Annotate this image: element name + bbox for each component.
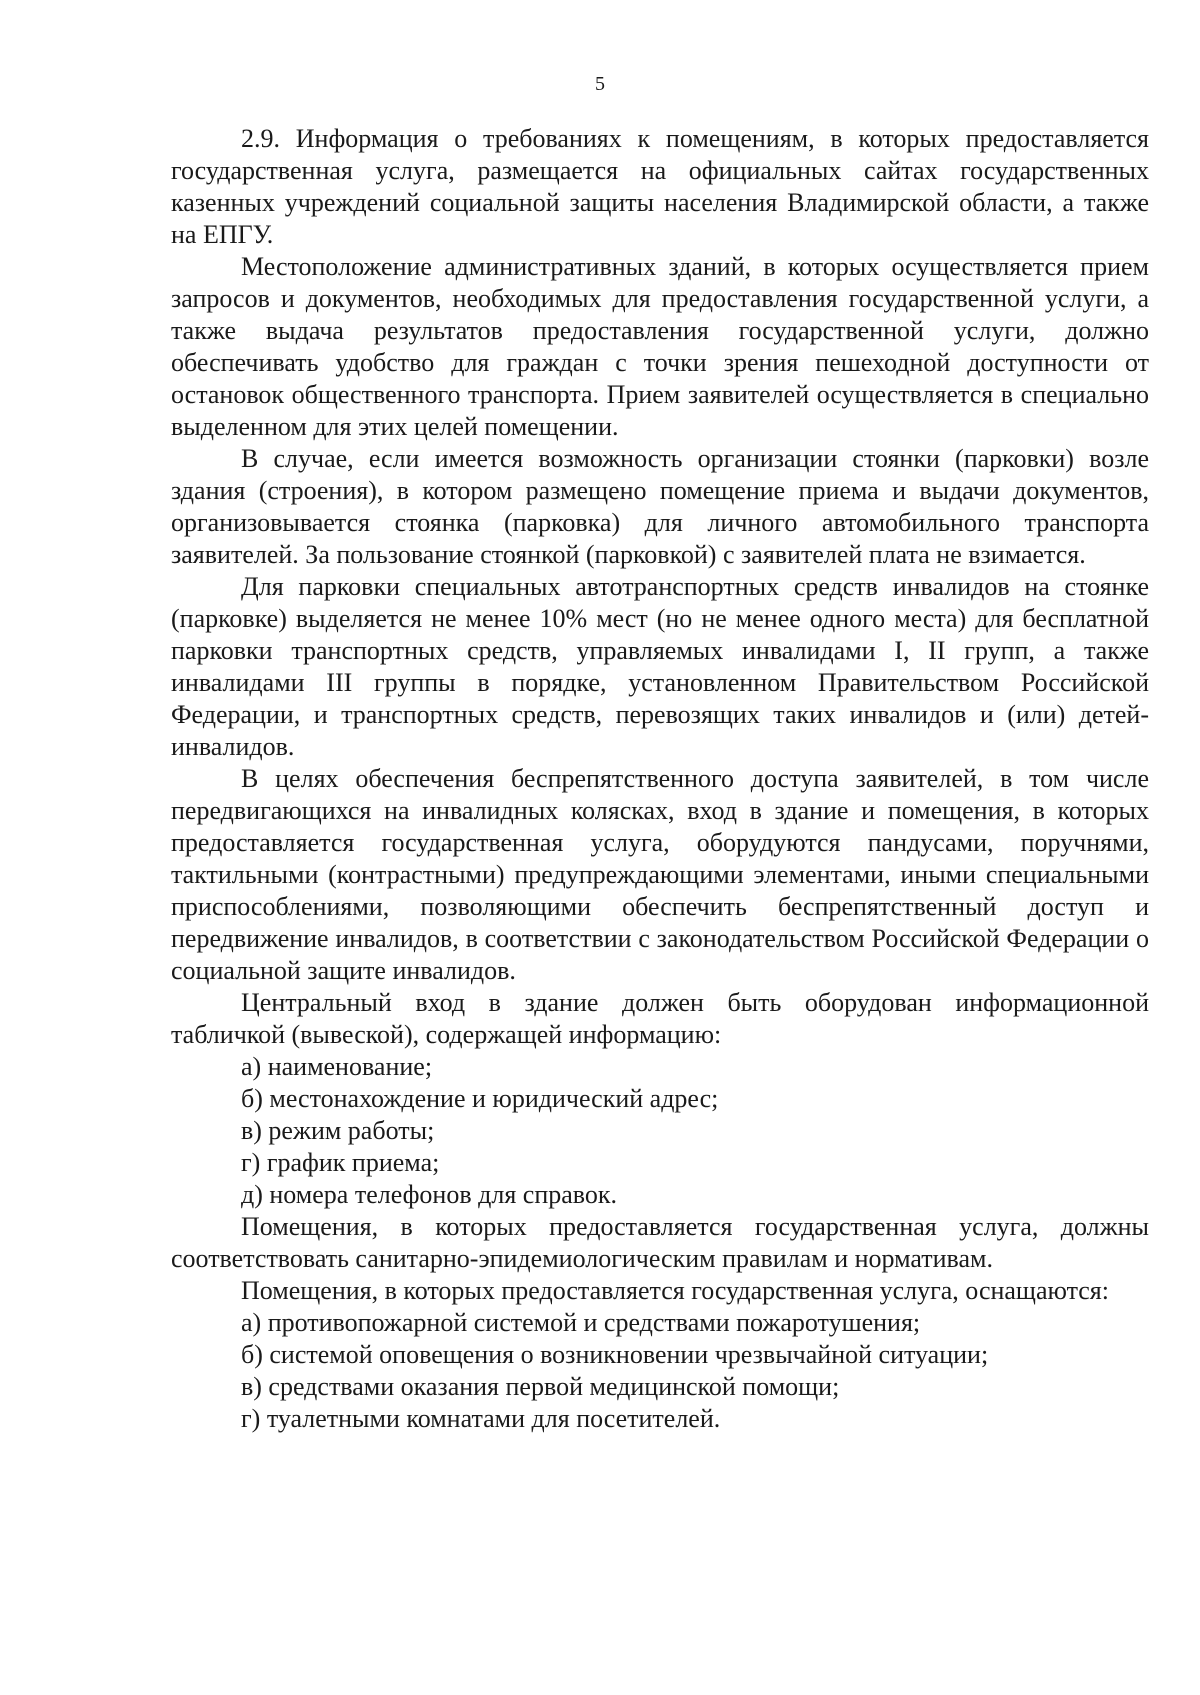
paragraph-accessibility: В целях обеспечения беспрепятственного доступа заявителей, в том числе передвигающихся на инвалидных колясках, вход в здание и помещения, в которых предоставляется государственная услуга, оборудуются пандусами, поручнями, тактильными (контрастными) предупреждающими элементами, иными специальными приспособлениями, позволяющими обеспечить беспрепятственный доступ и передвижение инвалидов, в соответствии с законодательством Российской Федерации о социальной защите инвалидов. [171,764,1149,985]
list-item: д) номера телефонов для справок. [241,1180,617,1209]
paragraph-entrance-sign: Центральный вход в здание должен быть оборудован информационной табличкой (вывеской), содержащей информацию: [171,988,1149,1049]
list-item: г) график приема; [241,1148,440,1177]
document-body [171,123,1149,1435]
paragraph-building-location: Местоположение административных зданий, в которых осуществляется прием запросов и документов, необходимых для предоставления государственной услуги, а также выдача результатов предоставления государственной услуги, должно обеспечивать удобство для граждан с точки зрения пешеходной доступности от остановок общественного транспорта. Прием заявителей осуществляется в специально выделенном для этих целей помещении. [171,252,1149,441]
paragraph-2-9: 2.9. Информация о требованиях к помещениям, в которых предоставляется государственная услуга, размещается на официальных сайтах государственных казенных учреждений социальной защиты населения Владимирской области, а также на ЕПГУ. [171,124,1149,249]
list-item: а) противопожарной системой и средствами пожаротушения; [241,1308,921,1337]
paragraph-sanitary: Помещения, в которых предоставляется государственная услуга, должны соответствовать санитарно-эпидемиологическим правилам и нормативам. [171,1212,1149,1273]
list-item: в) средствами оказания первой медицинской помощи; [241,1372,840,1401]
list-item: а) наименование; [241,1052,433,1081]
list-item: б) местонахождение и юридический адрес; [241,1084,719,1113]
paragraph-equipment: Помещения, в которых предоставляется государственная услуга, оснащаются: [241,1276,1109,1305]
paragraph-parking: В случае, если имеется возможность организации стоянки (парковки) возле здания (строения), в котором размещено помещение приема и выдачи документов, организовывается стоянка (парковка) для личного автомобильного транспорта заявителей. За пользование стоянкой (парковкой) с заявителей плата не взимается. [171,444,1149,569]
list-item: в) режим работы; [241,1116,435,1145]
page-number: 5 [595,73,605,95]
list-item: г) туалетными комнатами для посетителей. [241,1404,721,1433]
paragraph-disabled-parking: Для парковки специальных автотранспортных средств инвалидов на стоянке (парковке) выделяется не менее 10% мест (но не менее одного места) для бесплатной парковки транспортных средств, управляемых инвалидами I, II групп, а также инвалидами III группы в порядке, установленном Правительством Российской Федерации, и транспортных средств, перевозящих таких инвалидов и (или) детей-инвалидов. [171,572,1149,761]
list-item: б) системой оповещения о возникновении чрезвычайной ситуации; [241,1340,989,1369]
